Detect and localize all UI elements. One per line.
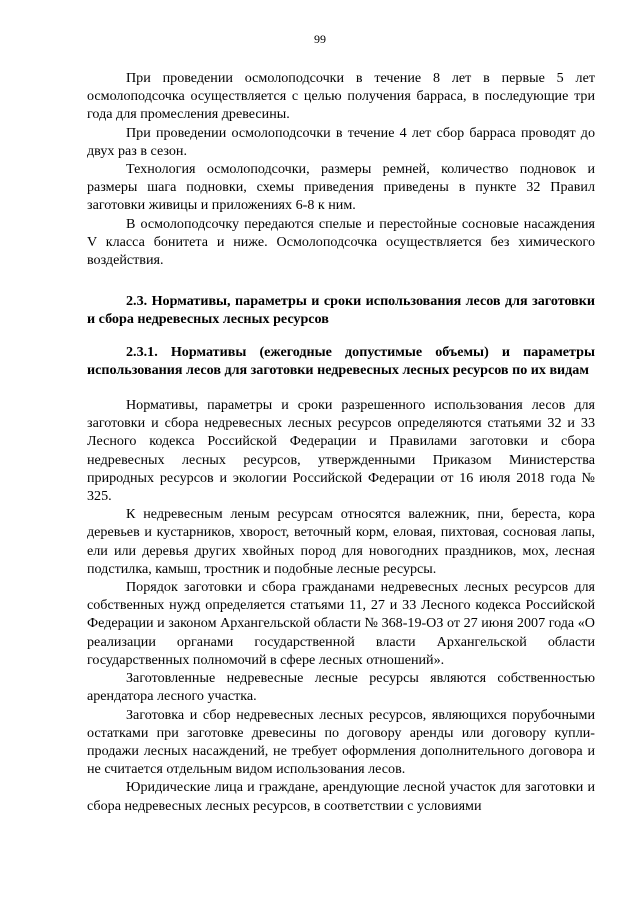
paragraph-lessees: Юридические лица и граждане, арендующие лесной участок для заготовки и сбора недревесных лесных ресурсов, в соответствии с условиями	[87, 779, 595, 814]
paragraph-stands: В осмолоподсочку передаются спелые и перестойные сосновые насаждения V класса бонитета и ниже. Осмолоподсочка осуществляется без химического воздействия.	[87, 215, 595, 269]
page-content	[87, 69, 595, 815]
paragraph-resin-8-years: При проведении осмолоподсочки в течение 8 лет в первые 5 лет осмолоподсочка осуществляется с целью получения барраса, в последующие три года для промесления древесины.	[87, 70, 595, 123]
paragraph-resin-4-years: При проведении осмолоподсочки в течение 4 лет сбор барраса проводят до двух раз в сезон.	[87, 124, 595, 159]
page-number: 99	[314, 32, 326, 46]
section-heading-2-3: 2.3. Нормативы, параметры и сроки использования лесов для заготовки и сбора недревесных лесных ресурсов	[87, 293, 595, 328]
paragraph-ownership: Заготовленные недревесные лесные ресурсы являются собственностью арендатора лесного участка.	[87, 670, 595, 705]
spacer	[87, 329, 595, 343]
paragraph-technology: Технология осмолоподсочки, размеры ремней, количество подновок и размеры шага подновки, схемы приведения приведены в пункте 32 Правил заготовки живицы и приложениях 6-8 к ним.	[87, 161, 595, 214]
subsection-heading-2-3-1: 2.3.1. Нормативы (ежегодные допустимые объемы) и параметры использования лесов для заготовки недревесных лесных ресурсов по их видам	[87, 343, 595, 378]
paragraph-resource-types: К недревесным леным ресурсам относятся валежник, пни, береста, кора деревьев и кустарников, хворост, веточный корм, еловая, пихтовая, сосновая лапы, ели или деревья других хвойных пород для новогодних праздников, мох, лесная подстилка, камыш, тростник и подобные лесные ресурсы.	[87, 506, 595, 577]
spacer	[87, 379, 595, 396]
spacer	[87, 269, 595, 292]
paragraph-logging-residues: Заготовка и сбор недревесных лесных ресурсов, являющихся порубочными остатками при заготовке древесины по договору аренды или договору купли-продажи лесных насаждений, не требует оформления дополнительного договора и не считается отдельным видом использования лесов.	[87, 706, 595, 778]
paragraph-citizens-order: Порядок заготовки и сбора гражданами недревесных лесных ресурсов для собственных нужд определяется статьями 11, 27 и 33 Лесного кодекса Российской Федерации и законом Архангельской области № 368-19-ОЗ от 27 июня 2007 года «О реализации органами государственной власти Архангельской области государственных полномочий в сфере лесных отношений».	[87, 579, 595, 668]
paragraph-norms: Нормативы, параметры и сроки разрешенного использования лесов для заготовки и сбора недревесных лесных ресурсов определяются статьями 32 и 33 Лесного кодекса Российской Федерации и Правилами заготовки и сбора недревесных лесных ресурсов, утвержденными Приказом Министерства природных ресурсов и экологии Российской Федерации от 16 июля 2018 года № 325.	[87, 397, 595, 505]
